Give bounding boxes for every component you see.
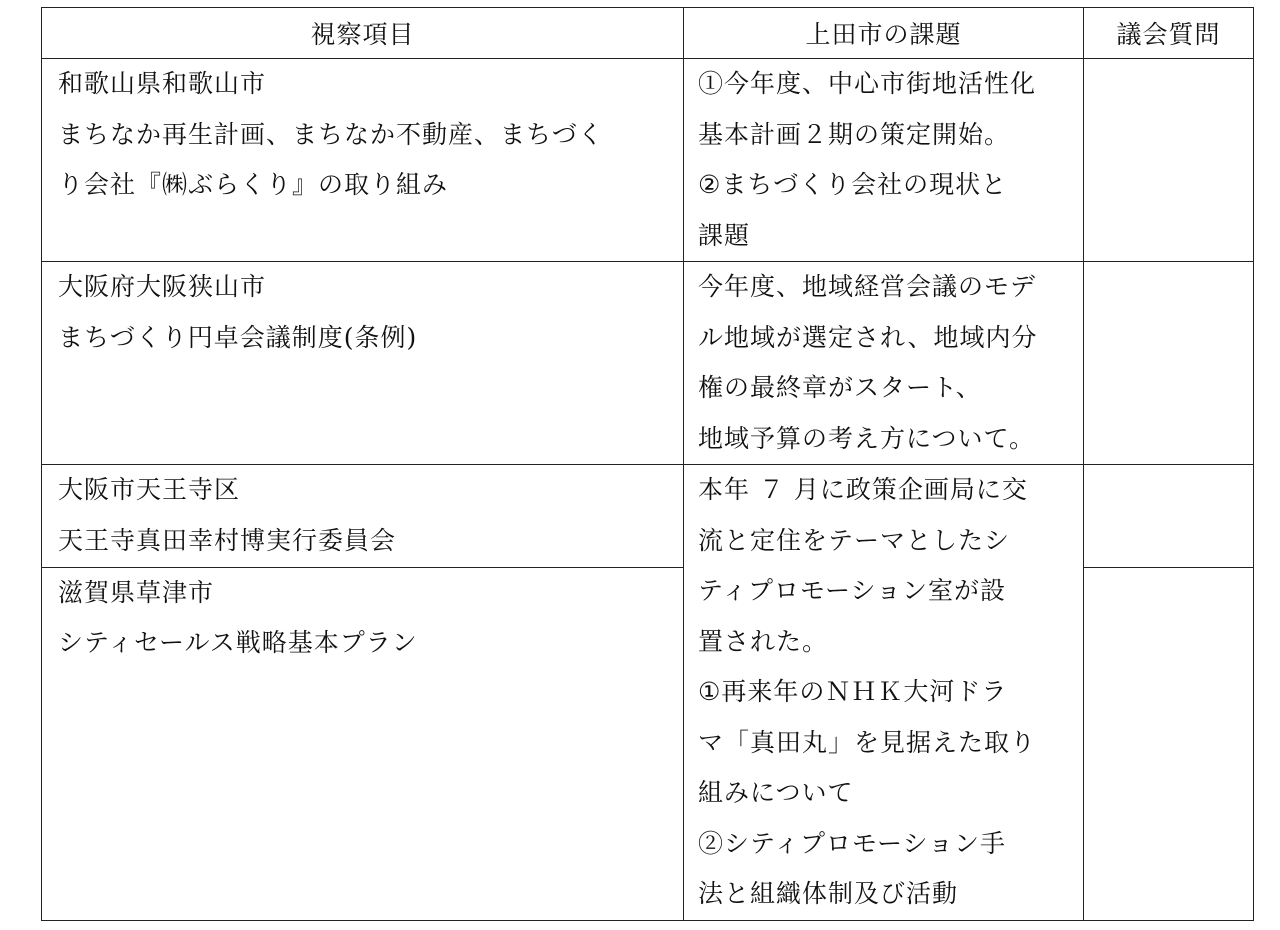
inspection-table bbox=[41, 7, 1254, 921]
header-council-question: 議会質問 bbox=[1084, 8, 1254, 59]
inspection-item-cell bbox=[42, 465, 684, 568]
council-question-cell bbox=[1084, 262, 1254, 465]
ueda-issue-text: 今年度、地域経営会議のモデ ル地域が選定され、地域内分 権の最終章がスタート、 地域予算の考え方について。 bbox=[698, 272, 1038, 453]
inspection-item-text: 和歌山県和歌山市 まちなか再生計画、まちなか不動産、まちづく り会社『㈱ぶらくり』の取り組み bbox=[58, 69, 604, 199]
inspection-item-cell bbox=[42, 567, 684, 920]
council-question-cell bbox=[1084, 59, 1254, 262]
inspection-item-text: 滋賀県草津市 シティセールス戦略基本プラン bbox=[58, 577, 418, 658]
ueda-issue-text: 本年 ７ 月に政策企画局に交 流と定住をテーマとしたシ ティプロモーション室が設 置された。 ①再来年のＮＨＫ大河ドラ マ「真田丸」を見据えた取り 組みについて ②シティプロモーション手 法と組織体制及び活動 bbox=[698, 475, 1037, 908]
header-row bbox=[42, 8, 1254, 59]
inspection-item-cell bbox=[42, 262, 684, 465]
ueda-issue-cell bbox=[684, 465, 1084, 921]
inspection-item-text: 大阪府大阪狭山市 まちづくり円卓会議制度(条例) bbox=[58, 272, 418, 352]
ueda-issue-cell bbox=[684, 262, 1084, 465]
header-inspection-item: 視察項目 bbox=[42, 8, 684, 59]
council-question-cell bbox=[1084, 567, 1254, 920]
header-ueda-issues: 上田市の課題 bbox=[684, 8, 1084, 59]
council-question-cell bbox=[1084, 465, 1254, 568]
table-row bbox=[42, 465, 1254, 568]
ueda-issue-text: ①今年度、中心市街地活性化 基本計画２期の策定開始。 ②まちづくり会社の現状と 課題 bbox=[698, 69, 1037, 250]
inspection-item-cell bbox=[42, 59, 684, 262]
table-row bbox=[42, 59, 1254, 262]
table-row bbox=[42, 262, 1254, 465]
ueda-issue-cell bbox=[684, 59, 1084, 262]
inspection-item-text: 大阪市天王寺区 天王寺真田幸村博実行委員会 bbox=[58, 475, 397, 555]
